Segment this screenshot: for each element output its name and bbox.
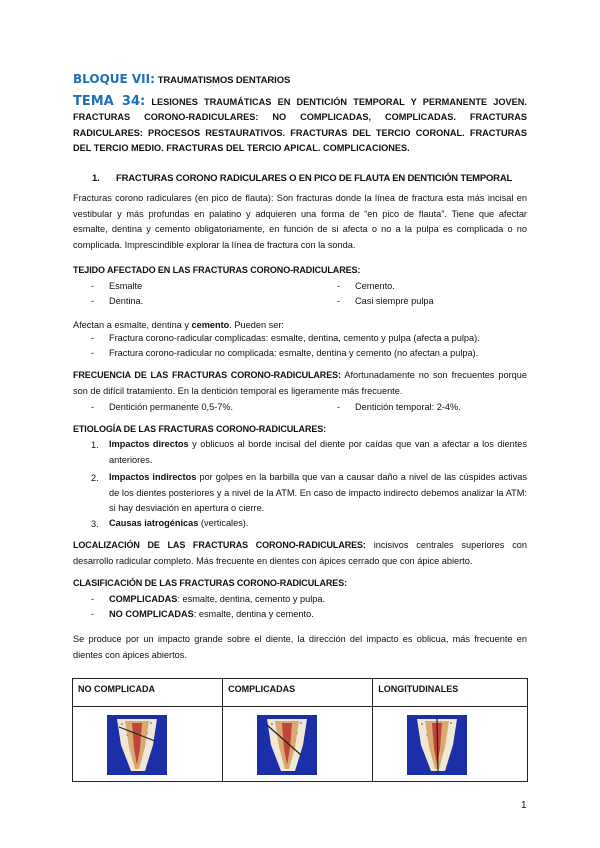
tejido-dash-1: - [91, 281, 95, 291]
etiologia-num-3: 3. [91, 519, 99, 529]
afectan-dash-1: - [91, 333, 95, 343]
afectan-line [73, 318, 527, 334]
bloque-header [73, 72, 527, 86]
clasificacion-dash-2: - [91, 609, 95, 619]
table-cell-no-complicada-image [73, 707, 223, 782]
etiologia-item-1-bold: Impactos directos [109, 439, 189, 449]
intro-paragraph: Fracturas corono radiculares (en pico de flauta): Son fracturas donde la línea de fractura esta más incisal en vestibular y más profundas en palatino y adquieren una forma de “en pico de flauta”. Tiene que afectar esmalte, dentina y cemento obligatoriamente, en función de si afecta o no a la pulpa es complicada o no complicada. Imprescindible explorar la línea de fractura con la sonda. [73, 193, 527, 250]
frecuencia-text: Afortunadamente no son frecuentes porque son de difícil tratamiento. En la dentición temporal es ligeramente más frecuente. [73, 370, 527, 396]
afectan-bold: cemento [191, 320, 230, 330]
clasificacion-item-2-text: : esmalte, dentina y cemento. [193, 609, 314, 619]
table-cell-complicadas-image [223, 707, 373, 782]
tejido-item-cemento: Cemento. [355, 281, 395, 291]
section-1-number: 1. [92, 173, 100, 184]
table-header-complicadas: COMPLICADAS [223, 679, 373, 707]
fracture-types-table [72, 678, 528, 782]
tejido-item-dentina: Dentina. [109, 296, 144, 306]
tejido-item-esmalte: Esmalte [109, 281, 143, 291]
tooth-complicada-illustration [257, 715, 317, 775]
clasificacion-item-complicadas [109, 594, 325, 604]
localizacion-heading: LOCALIZACIÓN DE LAS FRACTURAS CORONO-RADICULARES: [73, 540, 366, 550]
tejido-dash-3: - [91, 296, 95, 306]
afectan-prefix: Afectan a esmalte, dentina y [73, 320, 189, 330]
table-header-no-complicada: NO COMPLICADA [73, 679, 223, 707]
localizacion-text: incisivos centrales superiores con desarrollo radicular completo. Más frecuente en dientes con ápices cerrado que con ápice abierto. [73, 540, 528, 566]
bloque-title: TRAUMATISMOS DENTARIOS [157, 75, 291, 86]
tooth-no-complicada-illustration [107, 715, 167, 775]
tema-header [73, 94, 527, 156]
afectan-dash-2: - [91, 348, 95, 358]
clasificacion-item-no-complicadas [109, 609, 314, 619]
etiologia-item-2 [109, 470, 527, 517]
frecuencia-item-temporal: Dentición temporal: 2-4%. [355, 402, 461, 412]
frecuencia-item-permanente: Dentición permanente 0,5-7%. [109, 402, 234, 412]
etiologia-num-1: 1. [91, 440, 99, 450]
clasificacion-dash-1: - [91, 594, 95, 604]
tejido-heading: TEJIDO AFECTADO EN LAS FRACTURAS CORONO-RADICULARES: [73, 265, 361, 275]
etiologia-item-3-text: (verticales). [198, 518, 249, 528]
table-header-longitudinales: LONGITUDINALES [373, 679, 528, 707]
afectan-item-complicada: Fractura corono-radicular complicadas: esmalte, dentina, cemento y pulpa (afecta a pulpa). [109, 333, 480, 343]
tema-title: LESIONES TRAUMÁTICAS EN DENTICIÓN TEMPORAL Y PERMANENTE JOVEN. FRACTURAS CORONO-RADICULARES: NO COMPLICADAS, COMPLICADAS. FRACTURAS RADICULARES: PROCESOS RESTAURATIVOS. FRACTURAS DEL TERCIO CORONAL. FRACTURAS DEL TERCIO MEDIO. FRACTURAS DEL TERCIO APICAL. COMPLICACIONES. [73, 97, 527, 153]
page-number: 1 [521, 800, 527, 811]
etiologia-heading: ETIOLOGÍA DE LAS FRACTURAS CORONO-RADICULARES: [73, 424, 327, 434]
tejido-dash-4: - [337, 296, 341, 306]
etiologia-item-1-text: y oblicuos al borde incisal del diente por caídas que van a afectar a los dientes anteriores. [109, 439, 527, 465]
afectan-suffix: . Pueden ser: [229, 320, 284, 330]
tema-label: TEMA 34: [73, 94, 146, 109]
section-1-title [92, 173, 546, 184]
clasificacion-item-1-bold: COMPLICADAS [109, 594, 178, 604]
clasificacion-heading: CLASIFICACIÓN DE LAS FRACTURAS CORONO-RADICULARES: [73, 578, 347, 588]
section-1-title-text: FRACTURAS CORONO RADICULARES O EN PICO DE FLAUTA EN DENTICIÓN TEMPORAL [116, 173, 513, 184]
frecuencia-dash-2: - [337, 402, 341, 412]
etiologia-num-2: 2. [91, 473, 99, 483]
tejido-dash-2: - [337, 281, 341, 291]
etiologia-item-3-bold: Causas iatrogénicas [109, 518, 199, 528]
etiologia-item-2-bold: Impactos indirectos [109, 472, 197, 482]
impacto-paragraph: Se produce por un impacto grande sobre el diente, la dirección del impacto es oblicua, más frecuente en dientes con ápices abiertos. [73, 634, 527, 660]
etiologia-item-2-text: por golpes en la barbilla que van a causar daño a nivel de las cúspides activas de los dientes posteriores y a nivel de la ATM. En caso de impacto indirecto debemos analizar la ATM: si hay desviación en apertura o cierre. [109, 472, 528, 514]
table-cell-longitudinales-image [373, 707, 528, 782]
etiologia-item-1 [109, 437, 527, 468]
afectan-item-no-complicada: Fractura corono-radicular no complicada: esmalte, dentina y cemento (no afectan a pulpa). [109, 348, 479, 358]
frecuencia-dash-1: - [91, 402, 95, 412]
clasificacion-item-1-text: : esmalte, dentina, cemento y pulpa. [177, 594, 326, 604]
clasificacion-item-2-bold: NO COMPLICADAS [109, 609, 194, 619]
bloque-label: BLOQUE VII: [73, 72, 155, 86]
frecuencia-heading: FRECUENCIA DE LAS FRACTURAS CORONO-RADICULARES: [73, 370, 341, 380]
etiologia-item-3 [109, 516, 527, 532]
localizacion-paragraph [73, 538, 527, 569]
frecuencia-paragraph [73, 368, 527, 399]
tooth-longitudinal-illustration [407, 715, 467, 775]
tejido-item-pulpa: Casi siempre pulpa [355, 296, 434, 306]
